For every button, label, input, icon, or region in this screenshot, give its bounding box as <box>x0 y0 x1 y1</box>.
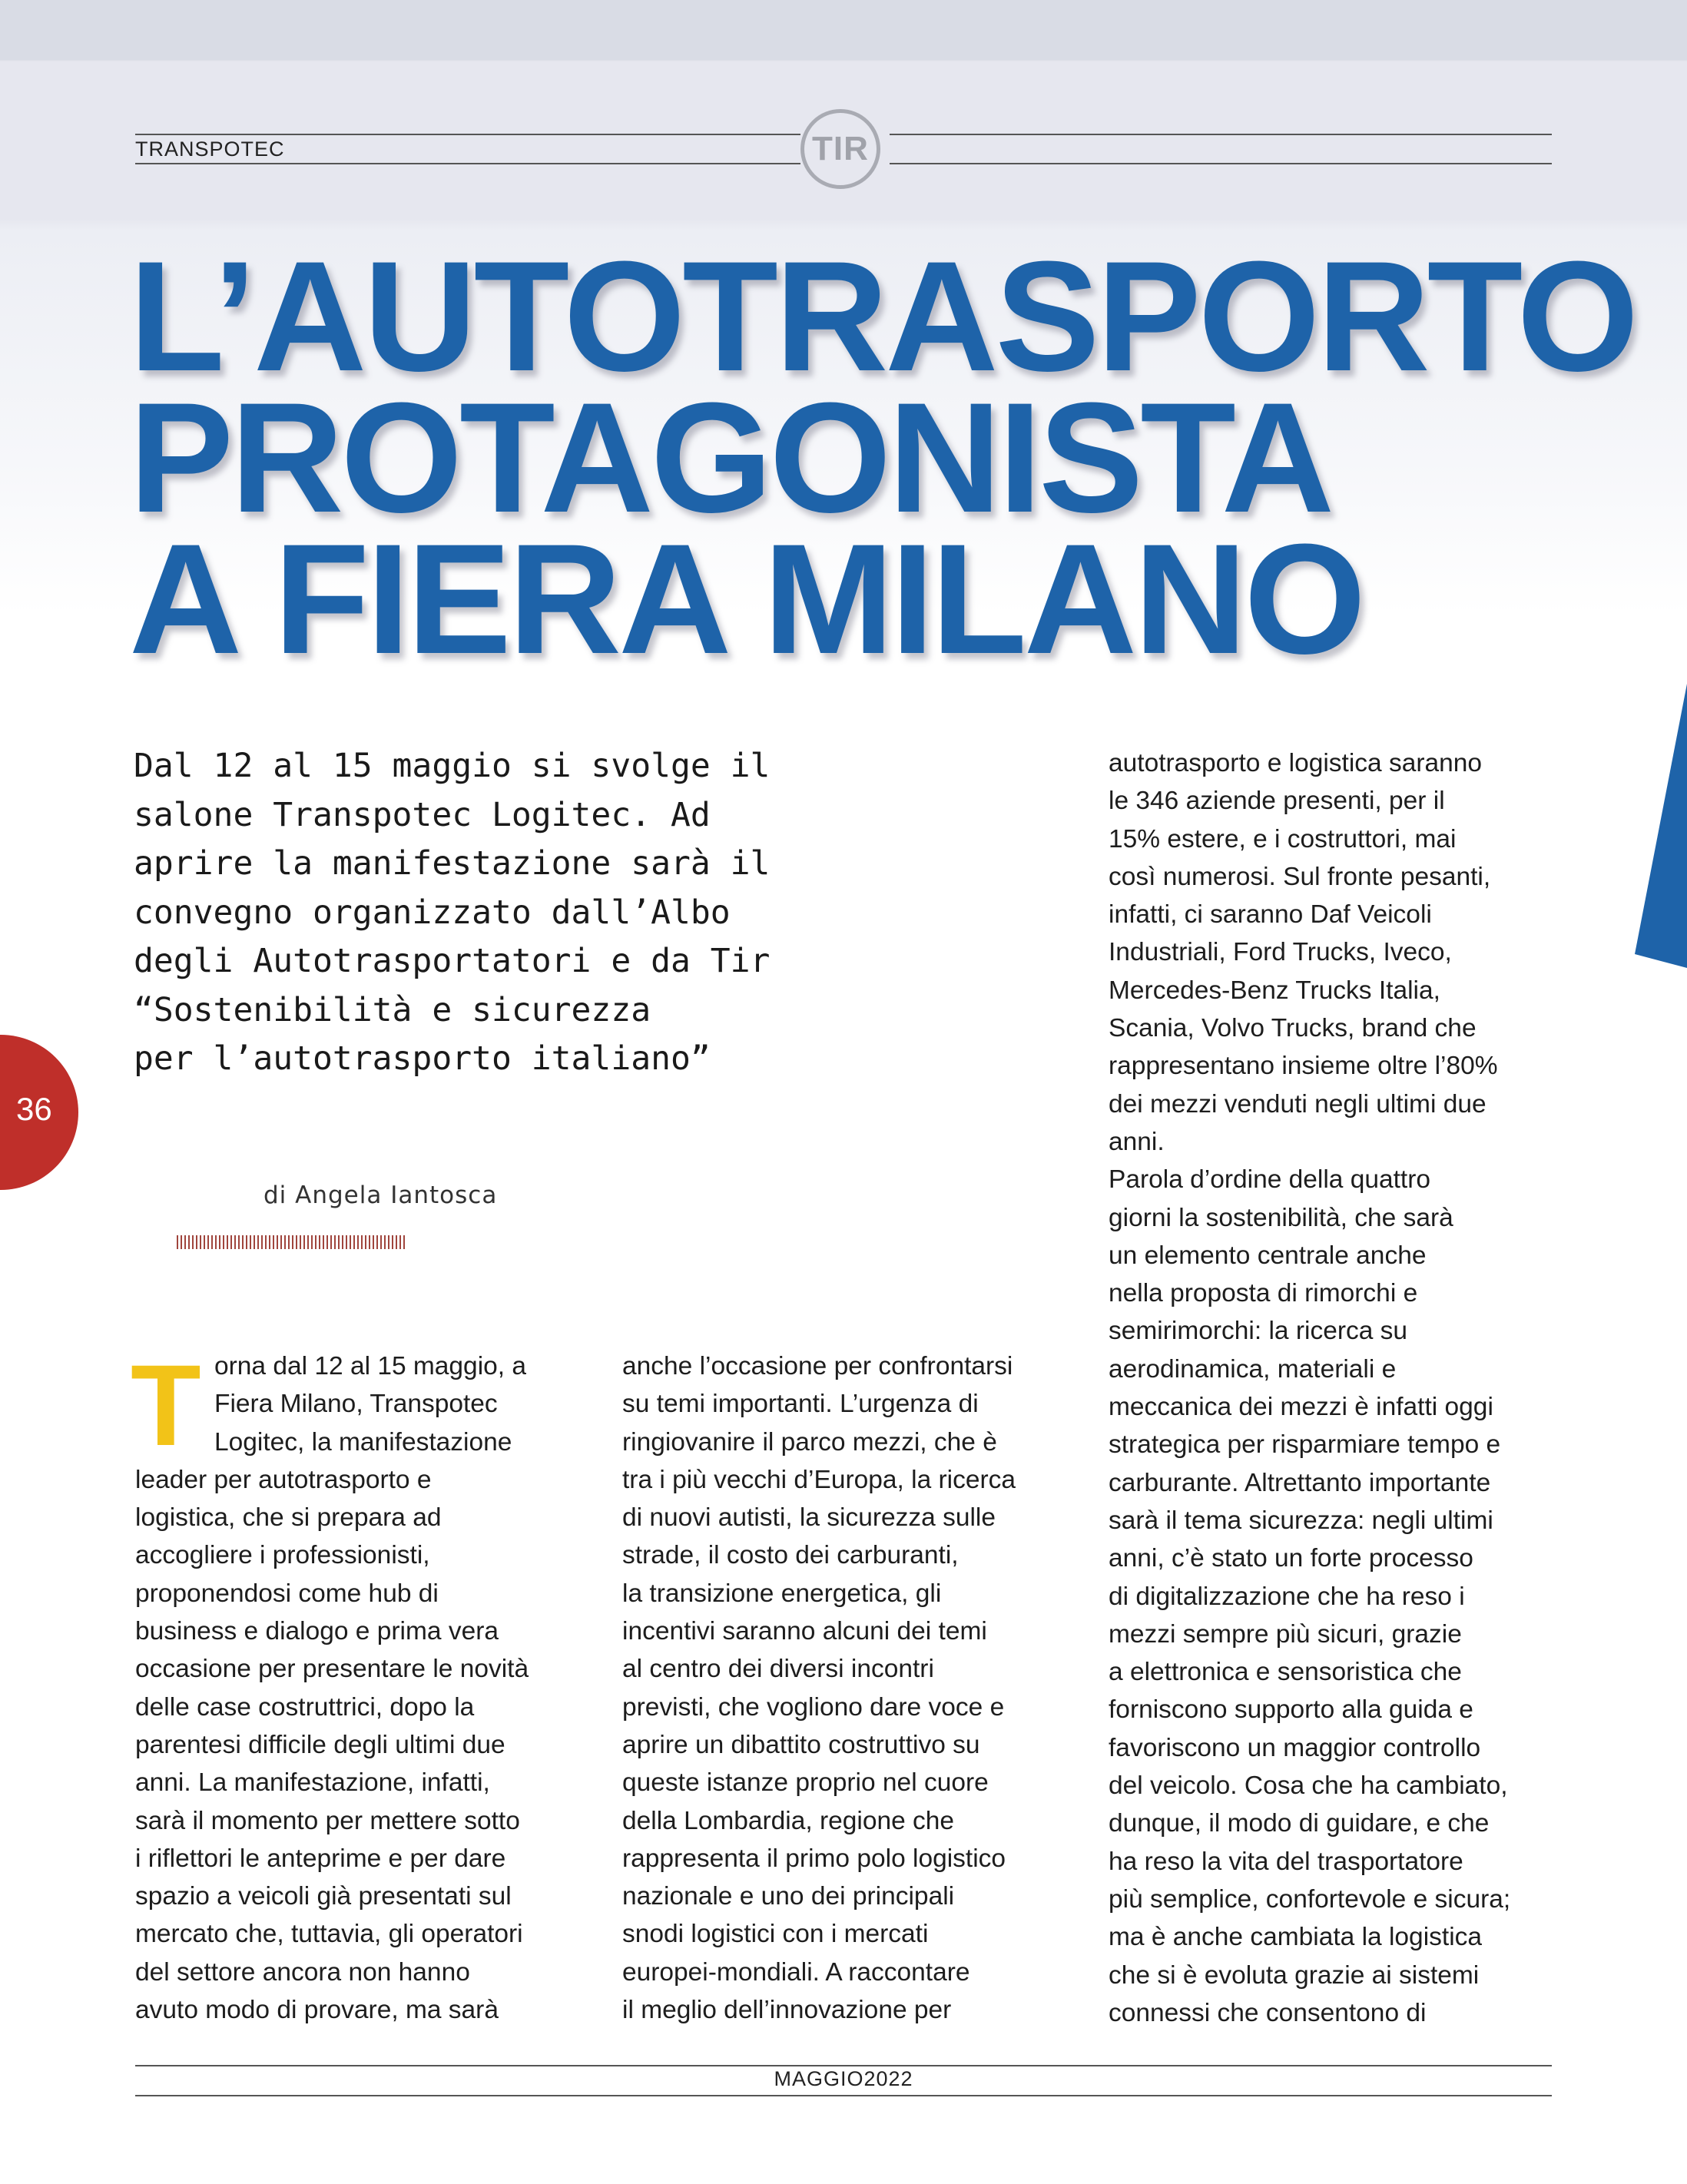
body-line: anni. La manifestazione, infatti, <box>135 1768 490 1798</box>
body-line: mercato che, tuttavia, gli operatori <box>135 1920 523 1949</box>
body-line: connessi che consentono di <box>1109 1998 1427 2027</box>
header-rule-right-top <box>890 134 1552 135</box>
body-line: infatti, ci saranno Daf Veicoli <box>1109 900 1432 930</box>
lead-line: aprire la manifestazione sarà il <box>134 844 771 883</box>
footer-rule-bottom <box>135 2095 1552 2096</box>
header-rule-left-top <box>135 134 800 135</box>
body-line: nella proposta di rimorchi e <box>1109 1279 1418 1308</box>
body-line: della Lombardia, regione che <box>622 1806 955 1835</box>
body-line: anni, c’è stato un forte processo <box>1109 1544 1473 1573</box>
header-rule-left-bottom <box>135 163 800 164</box>
title-line: PROTAGONISTA <box>129 370 1332 545</box>
section-label: TRANSPOTEC <box>135 138 285 161</box>
tir-logo-text: TIR <box>812 130 869 167</box>
top-band <box>0 0 1687 60</box>
article-title <box>129 229 1636 687</box>
body-line: anche l’occasione per confrontarsi <box>622 1352 1013 1380</box>
body-line: ma è anche cambiata la logistica <box>1109 1923 1483 1952</box>
footer-rule-top <box>135 2065 1552 2066</box>
article-lead <box>134 742 856 1084</box>
lead-line: degli Autotrasportatori e da Tir <box>134 942 771 980</box>
body-line: ha reso la vita del trasportatore <box>1109 1847 1463 1876</box>
body-line: al centro dei diversi incontri <box>622 1655 934 1684</box>
blue-ribbon-decoration <box>1635 684 1687 968</box>
body-line: rappresentano insieme oltre l’80% <box>1109 1052 1498 1081</box>
lead-line: Dal 12 al 15 maggio si svolge il <box>134 747 771 785</box>
body-column-3 <box>1109 744 1510 2032</box>
body-line: giorni la sostenibilità, che sarà <box>1109 1203 1453 1232</box>
body-line: sarà il momento per mettere sotto <box>135 1806 520 1835</box>
body-line: anni. <box>1109 1127 1165 1156</box>
body-line: aprire un dibattito costruttivo su <box>622 1730 980 1759</box>
body-line: orna dal 12 al 15 maggio, a <box>214 1352 527 1380</box>
body-line: occasione per presentare le novità <box>135 1655 529 1684</box>
body-line: incentivi saranno alcuni dei temi <box>622 1617 987 1646</box>
body-line: sarà il tema sicurezza: negli ultimi <box>1109 1506 1493 1535</box>
body-line: di digitalizzazione che ha reso i <box>1109 1582 1465 1611</box>
body-line: le 346 aziende presenti, per il <box>1109 787 1445 816</box>
body-line: strategica per risparmiare tempo e <box>1109 1430 1501 1460</box>
body-line: i riflettori le anteprime e per dare <box>135 1844 506 1873</box>
body-line: Scania, Volvo Trucks, brand che <box>1109 1014 1477 1043</box>
lead-line: convegno organizzato dall’Albo <box>134 893 731 932</box>
body-line: più semplice, confortevole e sicura; <box>1109 1884 1511 1914</box>
body-line: business e dialogo e prima vera <box>135 1617 499 1646</box>
body-line: così numerosi. Sul fronte pesanti, <box>1109 862 1491 891</box>
lead-line: salone Transpotec Logitec. Ad <box>134 795 711 834</box>
body-line: leader per autotrasporto e <box>135 1465 432 1494</box>
issue-date: MAGGIO2022 <box>774 2067 913 2090</box>
body-line: del veicolo. Cosa che ha cambiato, <box>1109 1771 1508 1801</box>
body-line: Industriali, Ford Trucks, Iveco, <box>1109 938 1452 967</box>
body-line: ringiovanire il parco mezzi, che è <box>622 1427 997 1457</box>
body-line: nazionale e uno dei principali <box>622 1882 955 1911</box>
body-line: autotrasporto e logistica saranno <box>1109 749 1483 777</box>
author-byline: di Angela Iantosca <box>263 1181 498 1209</box>
body-line: favoriscono un maggior controllo <box>1109 1733 1481 1762</box>
page-number: 36 <box>16 1091 52 1127</box>
lead-line: per l’autotrasporto italiano” <box>134 1039 711 1078</box>
body-line: Mercedes-Benz Trucks Italia, <box>1109 976 1440 1005</box>
drop-cap: T <box>131 1341 201 1470</box>
body-line: Logitec, la manifestazione <box>214 1427 512 1457</box>
header-rule-right-bottom <box>890 163 1552 164</box>
body-line: aerodinamica, materiali e <box>1109 1354 1397 1384</box>
body-line: dei mezzi venduti negli ultimi due <box>1109 1089 1486 1119</box>
lead-line: “Sostenibilità e sicurezza <box>134 990 651 1029</box>
body-line: mezzi sempre più sicuri, grazie <box>1109 1619 1462 1649</box>
body-line: del settore ancora non hanno <box>135 1957 470 1987</box>
body-line: snodi logistici con i mercati <box>622 1920 929 1949</box>
body-line: previsti, che vogliono dare voce e <box>622 1692 1005 1722</box>
body-line: forniscono supporto alla guida e <box>1109 1695 1473 1725</box>
body-line: semirimorchi: la ricerca su <box>1109 1317 1408 1346</box>
body-line: strade, il costo dei carburanti, <box>622 1541 959 1570</box>
body-line: Parola d’ordine della quattro <box>1109 1165 1431 1195</box>
body-line: la transizione energetica, gli <box>622 1579 942 1608</box>
body-line: meccanica dei mezzi è infatti oggi <box>1109 1393 1493 1422</box>
body-line: un elemento centrale anche <box>1109 1241 1427 1270</box>
byline-tick-ornament <box>177 1235 406 1249</box>
body-line: di nuovi autisti, la sicurezza sulle <box>622 1503 996 1533</box>
body-line: che si è evoluta grazie ai sistemi <box>1109 1960 1480 1990</box>
body-line: a elettronica e sensoristica che <box>1109 1658 1462 1687</box>
body-line: dunque, il modo di guidare, e che <box>1109 1809 1490 1838</box>
body-line: spazio a veicoli già presentati sul <box>135 1882 512 1911</box>
body-line: delle case costruttrici, dopo la <box>135 1692 475 1722</box>
body-line: tra i più vecchi d’Europa, la ricerca <box>622 1465 1016 1494</box>
body-line: avuto modo di provare, ma sarà <box>135 1996 499 2025</box>
body-line: queste istanze proprio nel cuore <box>622 1768 989 1798</box>
tir-logo <box>800 109 880 189</box>
body-line: europei-mondiali. A raccontare <box>622 1957 970 1987</box>
body-line: su temi importanti. L’urgenza di <box>622 1390 979 1419</box>
body-line: rappresenta il primo polo logistico <box>622 1844 1006 1873</box>
body-line: carburante. Altrettanto importante <box>1109 1468 1491 1497</box>
body-column-1 <box>135 1347 529 2029</box>
body-column-2 <box>622 1347 1016 2029</box>
body-line: proponendosi come hub di <box>135 1579 439 1608</box>
title-line: A FIERA MILANO <box>129 512 1364 687</box>
body-line: 15% estere, e i costruttori, mai <box>1109 824 1457 853</box>
title-line: L’AUTOTRASPORTO <box>129 229 1636 404</box>
body-line: logistica, che si prepara ad <box>135 1503 442 1533</box>
body-line: parentesi difficile degli ultimi due <box>135 1730 505 1759</box>
body-line: il meglio dell’innovazione per <box>622 1996 952 2025</box>
body-line: Fiera Milano, Transpotec <box>214 1390 498 1419</box>
body-line: accogliere i professionisti, <box>135 1541 430 1570</box>
